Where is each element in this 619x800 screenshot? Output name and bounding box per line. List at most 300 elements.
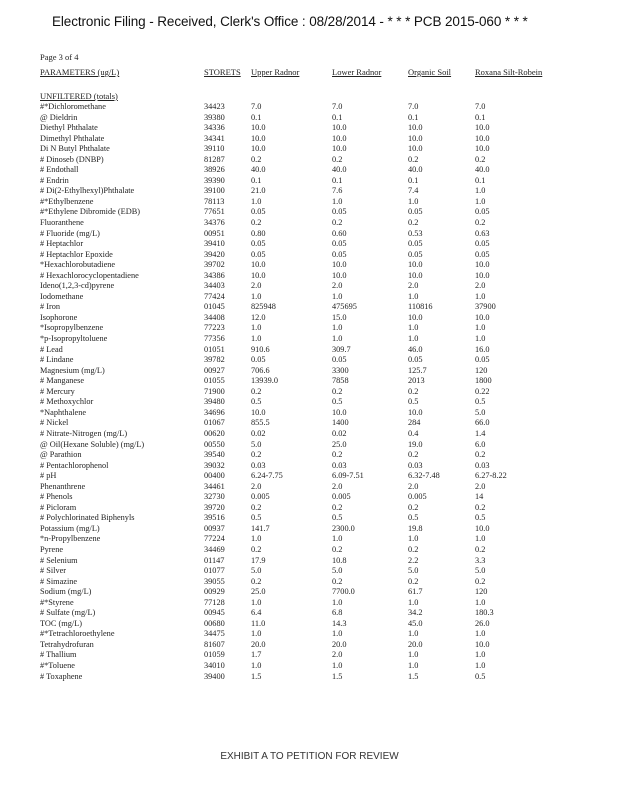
table-row <box>0 461 619 472</box>
parameters-table <box>0 102 619 682</box>
upper-radnor-value: 0.03 <box>251 460 266 470</box>
lower-radnor-value: 309.7 <box>332 344 351 354</box>
storet-code: 71900 <box>204 386 225 396</box>
parameter-name: @ Oil(Hexane Soluble) (mg/L) <box>40 439 145 449</box>
table-row <box>0 292 619 303</box>
column-header-storets: STORETS <box>204 67 241 77</box>
organic-soil-value: 5.0 <box>408 566 419 576</box>
parameter-name: # Thallium <box>40 650 77 660</box>
table-row <box>0 545 619 556</box>
parameter-name: Tetrahydrofuran <box>40 639 94 649</box>
table-row <box>0 271 619 282</box>
roxana-value: 1.0 <box>475 291 486 301</box>
table-row <box>0 629 619 640</box>
lower-radnor-value: 0.05 <box>332 355 347 365</box>
parameter-name: # Picloram <box>40 502 77 512</box>
storet-code: 77224 <box>204 534 225 544</box>
organic-soil-value: 19.0 <box>408 439 423 449</box>
storet-code: 77128 <box>204 597 225 607</box>
lower-radnor-value: 0.05 <box>332 239 347 249</box>
upper-radnor-value: 0.2 <box>251 502 262 512</box>
lower-radnor-value: 1.0 <box>332 323 343 333</box>
parameter-name: @ Parathion <box>40 450 82 460</box>
storet-code: 39782 <box>204 355 225 365</box>
table-row <box>0 672 619 683</box>
roxana-value: 0.5 <box>475 671 486 681</box>
table-row <box>0 440 619 451</box>
organic-soil-value: 10.0 <box>408 144 423 154</box>
lower-radnor-value: 10.8 <box>332 555 347 565</box>
roxana-value: 0.2 <box>475 544 486 554</box>
upper-radnor-value: 0.05 <box>251 249 266 259</box>
lower-radnor-value: 10.0 <box>332 123 347 133</box>
lower-radnor-value: 2.0 <box>332 281 343 291</box>
roxana-value: 0.05 <box>475 207 490 217</box>
upper-radnor-value: 1.7 <box>251 650 262 660</box>
organic-soil-value: 1.0 <box>408 323 419 333</box>
table-row <box>0 556 619 567</box>
roxana-value: 6.0 <box>475 439 486 449</box>
parameter-name: # Methoxychlor <box>40 397 94 407</box>
storet-code: 00945 <box>204 608 225 618</box>
table-row <box>0 608 619 619</box>
table-row <box>0 207 619 218</box>
lower-radnor-value: 0.2 <box>332 576 343 586</box>
organic-soil-value: 0.53 <box>408 228 423 238</box>
table-row <box>0 113 619 124</box>
organic-soil-value: 0.1 <box>408 175 419 185</box>
organic-soil-value: 0.1 <box>408 112 419 122</box>
upper-radnor-value: 12.0 <box>251 312 266 322</box>
storet-code: 39100 <box>204 186 225 196</box>
parameter-name: #*Tetrachloroethylene <box>40 629 115 639</box>
parameter-name: *n-Propylbenzene <box>40 534 101 544</box>
storet-code: 34403 <box>204 281 225 291</box>
roxana-value: 2.0 <box>475 281 486 291</box>
roxana-value: 14 <box>475 492 484 502</box>
parameter-name: # Heptachlor <box>40 239 84 249</box>
upper-radnor-value: 1.5 <box>251 671 262 681</box>
roxana-value: 1.0 <box>475 196 486 206</box>
storet-code: 01055 <box>204 376 225 386</box>
organic-soil-value: 45.0 <box>408 618 423 628</box>
roxana-value: 10.0 <box>475 260 490 270</box>
table-row <box>0 492 619 503</box>
lower-radnor-value: 1.0 <box>332 534 343 544</box>
lower-radnor-value: 10.0 <box>332 144 347 154</box>
roxana-value: 3.3 <box>475 555 486 565</box>
table-row <box>0 144 619 155</box>
column-header-parameters: PARAMETERS (ug/L) <box>40 67 120 77</box>
storet-code: 34408 <box>204 312 225 322</box>
organic-soil-value: 0.4 <box>408 428 419 438</box>
lower-radnor-value: 2.0 <box>332 650 343 660</box>
column-header-lower-radnor: Lower Radnor <box>332 67 382 77</box>
lower-radnor-value: 10.0 <box>332 133 347 143</box>
storet-code: 77223 <box>204 323 225 333</box>
storet-code: 81287 <box>204 154 225 164</box>
lower-radnor-value: 40.0 <box>332 165 347 175</box>
parameter-name: Isophorone <box>40 312 78 322</box>
roxana-value: 1.0 <box>475 186 486 196</box>
roxana-value: 10.0 <box>475 312 490 322</box>
upper-radnor-value: 2.0 <box>251 281 262 291</box>
upper-radnor-value: 11.0 <box>251 618 266 628</box>
organic-soil-value: 0.05 <box>408 249 423 259</box>
section-title-unfiltered: UNFILTERED (totals) <box>40 91 118 101</box>
upper-radnor-value: 0.2 <box>251 544 262 554</box>
upper-radnor-value: 0.5 <box>251 397 262 407</box>
parameter-name: # Toxaphene <box>40 671 83 681</box>
roxana-value: 0.2 <box>475 450 486 460</box>
parameter-name: # Lead <box>40 344 63 354</box>
storet-code: 39390 <box>204 175 225 185</box>
organic-soil-value: 110816 <box>408 302 433 312</box>
storet-code: 39480 <box>204 397 225 407</box>
storet-code: 00927 <box>204 365 225 375</box>
roxana-value: 10.0 <box>475 639 490 649</box>
lower-radnor-value: 7.6 <box>332 186 343 196</box>
organic-soil-value: 10.0 <box>408 260 423 270</box>
table-row <box>0 123 619 134</box>
organic-soil-value: 40.0 <box>408 165 423 175</box>
organic-soil-value: 10.0 <box>408 312 423 322</box>
organic-soil-value: 0.2 <box>408 218 419 228</box>
upper-radnor-value: 1.0 <box>251 323 262 333</box>
roxana-value: 0.05 <box>475 355 490 365</box>
upper-radnor-value: 0.2 <box>251 154 262 164</box>
parameter-name: *p-Isopropyltoluene <box>40 334 108 344</box>
parameter-name: Dimethyl Phthalate <box>40 133 105 143</box>
table-row <box>0 503 619 514</box>
upper-radnor-value: 21.0 <box>251 186 266 196</box>
organic-soil-value: 1.0 <box>408 629 419 639</box>
table-row <box>0 376 619 387</box>
roxana-value: 1.0 <box>475 650 486 660</box>
roxana-value: 10.0 <box>475 133 490 143</box>
lower-radnor-value: 1.0 <box>332 196 343 206</box>
parameter-name: Potassium (mg/L) <box>40 523 100 533</box>
parameter-name: # Mercury <box>40 386 75 396</box>
organic-soil-value: 61.7 <box>408 587 423 597</box>
parameter-name: #*Styrene <box>40 597 74 607</box>
table-row <box>0 661 619 672</box>
parameter-name: # Fluoride (mg/L) <box>40 228 100 238</box>
upper-radnor-value: 0.2 <box>251 450 262 460</box>
table-row <box>0 313 619 324</box>
organic-soil-value: 0.03 <box>408 460 423 470</box>
organic-soil-value: 0.2 <box>408 450 419 460</box>
organic-soil-value: 1.0 <box>408 196 419 206</box>
upper-radnor-value: 0.05 <box>251 239 266 249</box>
upper-radnor-value: 0.5 <box>251 513 262 523</box>
storet-code: 39032 <box>204 460 225 470</box>
lower-radnor-value: 0.2 <box>332 218 343 228</box>
roxana-value: 26.0 <box>475 618 490 628</box>
lower-radnor-value: 0.5 <box>332 397 343 407</box>
roxana-value: 1.0 <box>475 534 486 544</box>
upper-radnor-value: 17.9 <box>251 555 266 565</box>
roxana-value: 1.0 <box>475 597 486 607</box>
storet-code: 38926 <box>204 165 225 175</box>
storet-code: 01147 <box>204 555 225 565</box>
parameter-name: # Selenium <box>40 555 78 565</box>
roxana-value: 10.0 <box>475 123 490 133</box>
organic-soil-value: 0.2 <box>408 544 419 554</box>
lower-radnor-value: 1.0 <box>332 660 343 670</box>
roxana-value: 0.2 <box>475 218 486 228</box>
parameter-name: # Pentachlorophenol <box>40 460 109 470</box>
upper-radnor-value: 1.0 <box>251 196 262 206</box>
lower-radnor-value: 15.0 <box>332 312 347 322</box>
organic-soil-value: 1.0 <box>408 597 419 607</box>
upper-radnor-value: 2.0 <box>251 481 262 491</box>
storet-code: 34336 <box>204 123 225 133</box>
roxana-value: 0.5 <box>475 397 486 407</box>
storet-code: 00937 <box>204 523 225 533</box>
table-row <box>0 640 619 651</box>
storet-code: 34469 <box>204 544 225 554</box>
lower-radnor-value: 0.2 <box>332 154 343 164</box>
organic-soil-value: 0.05 <box>408 355 423 365</box>
lower-radnor-value: 1.5 <box>332 671 343 681</box>
table-row <box>0 524 619 535</box>
table-row <box>0 408 619 419</box>
table-row <box>0 513 619 524</box>
organic-soil-value: 0.5 <box>408 513 419 523</box>
organic-soil-value: 46.0 <box>408 344 423 354</box>
roxana-value: 1.0 <box>475 660 486 670</box>
upper-radnor-value: 10.0 <box>251 144 266 154</box>
upper-radnor-value: 10.0 <box>251 133 266 143</box>
organic-soil-value: 0.2 <box>408 502 419 512</box>
lower-radnor-value: 0.05 <box>332 249 347 259</box>
lower-radnor-value: 7700.0 <box>332 587 355 597</box>
parameter-name: Sodium (mg/L) <box>40 587 92 597</box>
organic-soil-value: 20.0 <box>408 639 423 649</box>
roxana-value: 5.0 <box>475 566 486 576</box>
roxana-value: 1.0 <box>475 334 486 344</box>
storet-code: 01077 <box>204 566 225 576</box>
upper-radnor-value: 13939.0 <box>251 376 278 386</box>
table-row <box>0 482 619 493</box>
lower-radnor-value: 10.0 <box>332 260 347 270</box>
parameter-name: # Hexachlorocyclopentadiene <box>40 270 139 280</box>
parameter-name: Fluoranthene <box>40 218 84 228</box>
lower-radnor-value: 1.0 <box>332 629 343 639</box>
table-row <box>0 102 619 113</box>
storet-code: 77651 <box>204 207 225 217</box>
table-row <box>0 566 619 577</box>
table-row <box>0 134 619 145</box>
upper-radnor-value: 25.0 <box>251 587 266 597</box>
organic-soil-value: 10.0 <box>408 133 423 143</box>
table-row <box>0 250 619 261</box>
parameter-name: # Simazine <box>40 576 78 586</box>
lower-radnor-value: 6.8 <box>332 608 343 618</box>
roxana-value: 0.22 <box>475 386 490 396</box>
organic-soil-value: 0.2 <box>408 386 419 396</box>
table-row <box>0 229 619 240</box>
parameter-name: #*Ethylene Dibromide (EDB) <box>40 207 141 217</box>
organic-soil-value: 2013 <box>408 376 425 386</box>
upper-radnor-value: 0.2 <box>251 576 262 586</box>
roxana-value: 1.4 <box>475 428 486 438</box>
parameter-name: # Sulfate (mg/L) <box>40 608 96 618</box>
column-header-roxana-silt-robein: Roxana Silt-Robein <box>475 67 543 77</box>
upper-radnor-value: 6.24-7.75 <box>251 471 283 481</box>
lower-radnor-value: 0.2 <box>332 450 343 460</box>
storet-code: 34475 <box>204 629 225 639</box>
upper-radnor-value: 10.0 <box>251 123 266 133</box>
roxana-value: 40.0 <box>475 165 490 175</box>
storet-code: 00929 <box>204 587 225 597</box>
roxana-value: 7.0 <box>475 102 486 111</box>
upper-radnor-value: 0.1 <box>251 175 262 185</box>
upper-radnor-value: 0.005 <box>251 492 270 502</box>
lower-radnor-value: 2.0 <box>332 481 343 491</box>
organic-soil-value: 10.0 <box>408 123 423 133</box>
table-row <box>0 471 619 482</box>
roxana-value: 0.05 <box>475 239 490 249</box>
roxana-value: 120 <box>475 365 488 375</box>
upper-radnor-value: 40.0 <box>251 165 266 175</box>
storet-code: 81607 <box>204 639 225 649</box>
upper-radnor-value: 10.0 <box>251 260 266 270</box>
organic-soil-value: 2.2 <box>408 555 419 565</box>
table-row <box>0 619 619 630</box>
storet-code: 39720 <box>204 502 225 512</box>
parameter-name: Pyrene <box>40 544 64 554</box>
table-row <box>0 186 619 197</box>
storet-code: 00550 <box>204 439 225 449</box>
organic-soil-value: 0.2 <box>408 154 419 164</box>
lower-radnor-value: 1400 <box>332 418 349 428</box>
lower-radnor-value: 0.2 <box>332 544 343 554</box>
upper-radnor-value: 10.0 <box>251 270 266 280</box>
roxana-value: 1.0 <box>475 323 486 333</box>
organic-soil-value: 34.2 <box>408 608 423 618</box>
organic-soil-value: 1.0 <box>408 650 419 660</box>
lower-radnor-value: 475695 <box>332 302 357 312</box>
lower-radnor-value: 7.0 <box>332 102 343 111</box>
roxana-value: 2.0 <box>475 481 486 491</box>
table-row <box>0 450 619 461</box>
upper-radnor-value: 0.05 <box>251 355 266 365</box>
roxana-value: 0.2 <box>475 154 486 164</box>
table-row <box>0 429 619 440</box>
roxana-value: 1800 <box>475 376 492 386</box>
organic-soil-value: 1.0 <box>408 291 419 301</box>
parameter-name: *Hexachlorobutadiene <box>40 260 116 270</box>
roxana-value: 0.1 <box>475 175 486 185</box>
storet-code: 39110 <box>204 144 225 154</box>
storet-code: 00951 <box>204 228 225 238</box>
storet-code: 00400 <box>204 471 225 481</box>
lower-radnor-value: 0.5 <box>332 513 343 523</box>
parameter-name: Diethyl Phthalate <box>40 123 98 133</box>
storet-code: 34423 <box>204 102 225 111</box>
storet-code: 39380 <box>204 112 225 122</box>
lower-radnor-value: 1.0 <box>332 334 343 344</box>
upper-radnor-value: 141.7 <box>251 523 270 533</box>
storet-code: 01051 <box>204 344 225 354</box>
upper-radnor-value: 825948 <box>251 302 276 312</box>
parameter-name: Ideno(1,2,3-cd)pyrene <box>40 281 115 291</box>
upper-radnor-value: 1.0 <box>251 291 262 301</box>
upper-radnor-value: 0.80 <box>251 228 266 238</box>
roxana-value: 0.2 <box>475 576 486 586</box>
electronic-filing-header: Electronic Filing - Received, Clerk's Office : 08/28/2014 - * * * PCB 2015-060 * * * <box>52 14 528 29</box>
storet-code: 00680 <box>204 618 225 628</box>
lower-radnor-value: 10.0 <box>332 270 347 280</box>
organic-soil-value: 7.0 <box>408 102 419 111</box>
upper-radnor-value: 855.5 <box>251 418 270 428</box>
table-row <box>0 176 619 187</box>
parameter-name: # Endothall <box>40 165 79 175</box>
table-row <box>0 577 619 588</box>
roxana-value: 6.27-8.22 <box>475 471 507 481</box>
storet-code: 34386 <box>204 270 225 280</box>
upper-radnor-value: 910.6 <box>251 344 270 354</box>
storet-code: 39516 <box>204 513 225 523</box>
roxana-value: 1.0 <box>475 629 486 639</box>
storet-code: 01067 <box>204 418 225 428</box>
table-row <box>0 587 619 598</box>
upper-radnor-value: 0.02 <box>251 428 266 438</box>
upper-radnor-value: 10.0 <box>251 407 266 417</box>
upper-radnor-value: 706.6 <box>251 365 270 375</box>
lower-radnor-value: 7858 <box>332 376 349 386</box>
storet-code: 00620 <box>204 428 225 438</box>
storet-code: 39702 <box>204 260 225 270</box>
table-row <box>0 418 619 429</box>
storet-code: 77356 <box>204 334 225 344</box>
storet-code: 39420 <box>204 249 225 259</box>
parameter-name: #*Ethylbenzene <box>40 196 94 206</box>
storet-code: 34461 <box>204 481 225 491</box>
roxana-value: 0.63 <box>475 228 490 238</box>
lower-radnor-value: 6.09-7.51 <box>332 471 364 481</box>
storet-code: 34010 <box>204 660 225 670</box>
parameter-name: Magnesium (mg/L) <box>40 365 105 375</box>
storet-code: 34376 <box>204 218 225 228</box>
table-row <box>0 155 619 166</box>
lower-radnor-value: 0.05 <box>332 207 347 217</box>
organic-soil-value: 284 <box>408 418 421 428</box>
storet-code: 34696 <box>204 407 225 417</box>
parameter-name: # Heptachlor Epoxide <box>40 249 113 259</box>
organic-soil-value: 1.5 <box>408 671 419 681</box>
organic-soil-value: 1.0 <box>408 534 419 544</box>
organic-soil-value: 2.0 <box>408 481 419 491</box>
parameter-name: # Polychlorinated Biphenyls <box>40 513 135 523</box>
roxana-value: 0.05 <box>475 249 490 259</box>
upper-radnor-value: 1.0 <box>251 597 262 607</box>
upper-radnor-value: 7.0 <box>251 102 262 111</box>
lower-radnor-value: 2300.0 <box>332 523 355 533</box>
lower-radnor-value: 0.1 <box>332 112 343 122</box>
organic-soil-value: 10.0 <box>408 270 423 280</box>
organic-soil-value: 1.0 <box>408 660 419 670</box>
storet-code: 01045 <box>204 302 225 312</box>
organic-soil-value: 0.05 <box>408 239 423 249</box>
upper-radnor-value: 0.2 <box>251 218 262 228</box>
roxana-value: 16.0 <box>475 344 490 354</box>
organic-soil-value: 1.0 <box>408 334 419 344</box>
organic-soil-value: 0.05 <box>408 207 423 217</box>
parameter-name: # Phenols <box>40 492 73 502</box>
